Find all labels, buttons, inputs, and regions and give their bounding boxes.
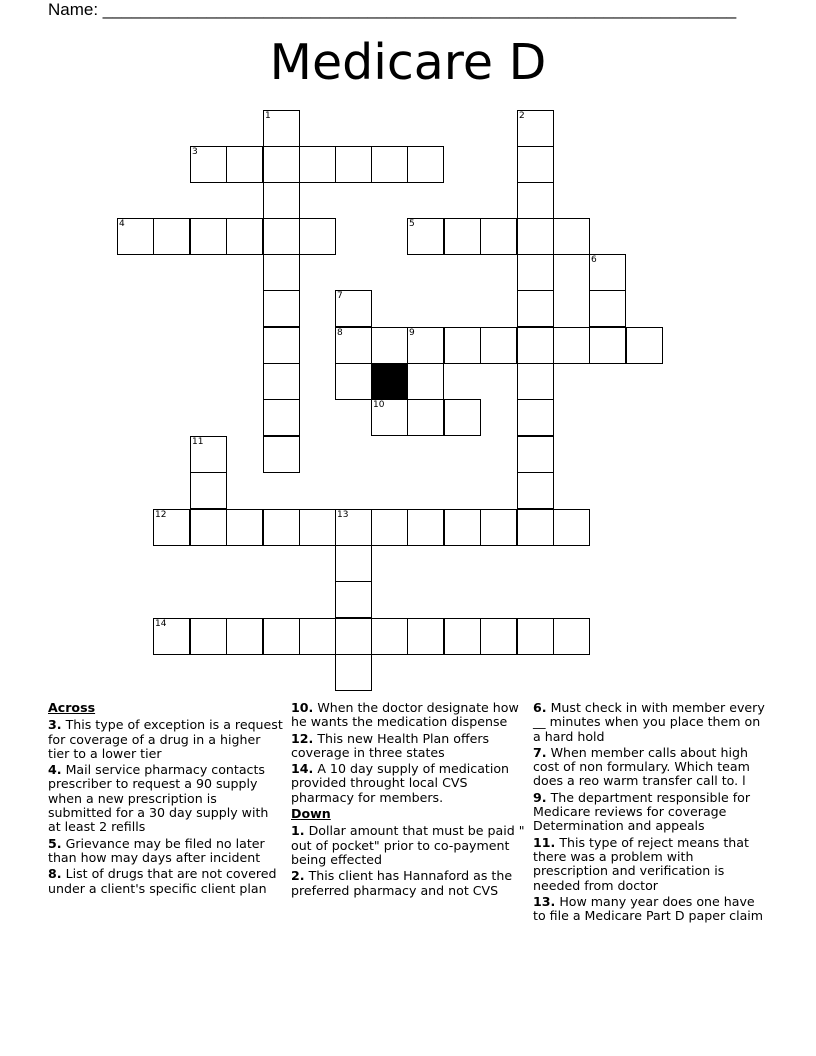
grid-cell[interactable]: [190, 218, 227, 255]
grid-cell[interactable]: [480, 618, 517, 655]
grid-cell[interactable]: [263, 327, 300, 364]
grid-cell[interactable]: [444, 399, 481, 436]
grid-cell[interactable]: [444, 509, 481, 546]
grid-cell[interactable]: [299, 146, 336, 183]
grid-cell[interactable]: [335, 363, 372, 400]
clue-number-7: 7: [337, 291, 343, 301]
grid-cell[interactable]: [371, 618, 408, 655]
clue-item-number: 6.: [533, 700, 547, 715]
grid-cell[interactable]: [371, 327, 408, 364]
clue-item-number: 10.: [291, 700, 314, 715]
grid-cell[interactable]: [153, 218, 190, 255]
down-clue-list: [291, 824, 527, 897]
grid-cell[interactable]: [553, 618, 590, 655]
grid-cell[interactable]: [371, 146, 408, 183]
grid-cell[interactable]: [517, 363, 554, 400]
grid-cell[interactable]: [263, 182, 300, 219]
grid-cell[interactable]: [335, 654, 372, 691]
grid-cell[interactable]: [226, 618, 263, 655]
clue-item-text: How many year does one have to file a Medicare Part D paper claim: [533, 893, 764, 924]
name-field-label: Name: ___________________________________________________________________: [48, 0, 737, 19]
clue-number-4: 4: [119, 219, 125, 229]
grid-cell[interactable]: [444, 327, 481, 364]
clue-column-2: [291, 701, 527, 900]
down-clue-list-continued: [533, 701, 769, 923]
across-clue-list-continued: [291, 701, 527, 805]
clue-item: [533, 895, 769, 924]
clue-column-3: [533, 701, 769, 925]
grid-cell[interactable]: [517, 618, 554, 655]
grid-cell[interactable]: [263, 509, 300, 546]
clue-number-6: 6: [591, 255, 597, 265]
clue-item-text: When the doctor designate how he wants the medication dispense: [291, 700, 519, 730]
grid-cell[interactable]: [335, 581, 372, 618]
clue-number-3: 3: [192, 147, 198, 157]
clue-number-12: 12: [155, 510, 167, 520]
clue-item-number: 4.: [48, 762, 62, 778]
clue-item-number: 7.: [533, 744, 547, 760]
grid-cell[interactable]: [444, 618, 481, 655]
grid-cell[interactable]: [263, 254, 300, 291]
clue-item: [48, 763, 284, 834]
grid-cell[interactable]: [335, 545, 372, 582]
clue-item-text: A 10 day supply of medication provided throught local CVS pharmacy for members.: [291, 761, 510, 805]
grid-cell[interactable]: [407, 363, 444, 400]
grid-cell[interactable]: [263, 218, 300, 255]
clue-item-text: Grievance may be filed no later than how may days after incident: [48, 835, 265, 865]
clue-item-text: The department responsible for Medicare reviews for coverage Determination and appeals: [533, 789, 751, 834]
clue-number-9: 9: [409, 328, 415, 338]
clue-item-number: 3.: [48, 717, 62, 733]
clue-item-text: Mail service pharmacy contacts prescriber to request a 90 supply when a new prescription is submitted for a 30 day supply with at least 2 refills: [48, 762, 269, 835]
grid-cell[interactable]: [517, 290, 554, 327]
clue-item-number: 14.: [291, 761, 314, 777]
clue-item: [533, 791, 769, 834]
grid-cell[interactable]: [444, 218, 481, 255]
clue-item-text: Dollar amount that must be paid " out of pocket" prior to co-payment being effected: [291, 823, 525, 867]
clue-item: [533, 746, 769, 789]
clue-item-number: 11.: [533, 834, 556, 850]
grid-cell[interactable]: [190, 618, 227, 655]
clue-number-5: 5: [409, 219, 415, 229]
clue-number-14: 14: [155, 619, 167, 629]
grid-cell[interactable]: [517, 327, 554, 364]
grid-cell[interactable]: [626, 327, 663, 364]
clue-item: [291, 732, 527, 761]
clue-number-11: 11: [192, 437, 204, 447]
clue-item-number: 12.: [291, 730, 314, 746]
grid-cell[interactable]: [299, 218, 336, 255]
grid-cell[interactable]: [553, 327, 590, 364]
grid-cell[interactable]: [190, 509, 227, 546]
clue-item-number: 2.: [291, 868, 305, 884]
grid-cell[interactable]: [589, 290, 626, 327]
grid-cell[interactable]: [589, 327, 626, 364]
grid-cell[interactable]: [263, 436, 300, 473]
clue-number-8: 8: [337, 328, 343, 338]
across-heading: Across: [48, 700, 96, 715]
grid-cell[interactable]: [517, 254, 554, 291]
grid-cell[interactable]: [335, 146, 372, 183]
grid-cell[interactable]: [553, 218, 590, 255]
grid-cell[interactable]: [517, 146, 554, 183]
across-clue-list: [48, 718, 284, 896]
clue-item: [533, 701, 769, 744]
grid-cell[interactable]: [263, 290, 300, 327]
grid-cell[interactable]: [517, 509, 554, 546]
clue-item: [48, 867, 284, 896]
grid-cell[interactable]: [299, 618, 336, 655]
clue-item-text: This client has Hannaford as the preferred pharmacy and not CVS: [291, 868, 513, 898]
clue-item-text: This type of reject means that there was a problem with prescription and verification is needed from doctor: [533, 834, 749, 893]
grid-cell[interactable]: [517, 436, 554, 473]
clue-number-1: 1: [265, 111, 271, 121]
clue-item-text: Must check in with member every __ minutes when you place them on a hard hold: [533, 700, 765, 744]
grid-cell[interactable]: [517, 472, 554, 509]
grid-cell[interactable]: [263, 618, 300, 655]
clue-item-text: List of drugs that are not covered under a client's specific client plan: [48, 866, 277, 896]
grid-cell[interactable]: [407, 618, 444, 655]
clue-item-text: This type of exception is a request for coverage of a drug in a higher tier to a lower tier: [48, 717, 283, 761]
grid-cell[interactable]: [226, 146, 263, 183]
grid-cell[interactable]: [480, 218, 517, 255]
clue-item: [291, 762, 527, 805]
grid-cell[interactable]: [517, 182, 554, 219]
grid-cell[interactable]: [335, 618, 372, 655]
clue-item-number: 1.: [291, 823, 305, 839]
clue-number-10: 10: [373, 400, 385, 410]
grid-cell[interactable]: [517, 399, 554, 436]
grid-cell[interactable]: [263, 399, 300, 436]
grid-cell[interactable]: [226, 218, 263, 255]
clue-column-1: [48, 701, 284, 898]
clue-item-text: When member calls about high cost of non formulary. Which team does a reo warm transfer call to. l: [533, 744, 750, 789]
grid-cell[interactable]: [407, 399, 444, 436]
clue-item: [291, 869, 527, 898]
grid-cell[interactable]: [371, 509, 408, 546]
grid-cell[interactable]: [226, 509, 263, 546]
clue-item-number: 9.: [533, 789, 547, 805]
grid-cell[interactable]: [299, 509, 336, 546]
clue-item: [291, 824, 527, 867]
clue-item-number: 13.: [533, 893, 556, 909]
clue-item: [291, 701, 527, 730]
grid-cell[interactable]: [480, 327, 517, 364]
clue-item: [48, 837, 284, 866]
grid-cell[interactable]: [263, 146, 300, 183]
grid-cell[interactable]: [190, 472, 227, 509]
clue-number-2: 2: [519, 111, 525, 121]
grid-cell[interactable]: [407, 509, 444, 546]
clue-number-13: 13: [337, 510, 349, 520]
page-title: Medicare D: [269, 34, 547, 91]
grid-cell[interactable]: [480, 509, 517, 546]
clue-item-number: 5.: [48, 835, 62, 851]
grid-cell[interactable]: [407, 146, 444, 183]
clue-item: [48, 718, 284, 761]
grid-cell[interactable]: [553, 509, 590, 546]
clue-item: [533, 836, 769, 893]
grid-block: [371, 363, 408, 400]
grid-cell[interactable]: [517, 218, 554, 255]
grid-cell[interactable]: [263, 363, 300, 400]
clue-item-number: 8.: [48, 866, 62, 882]
down-heading: Down: [291, 806, 331, 822]
clue-item-text: This new Health Plan offers coverage in three states: [291, 730, 490, 760]
